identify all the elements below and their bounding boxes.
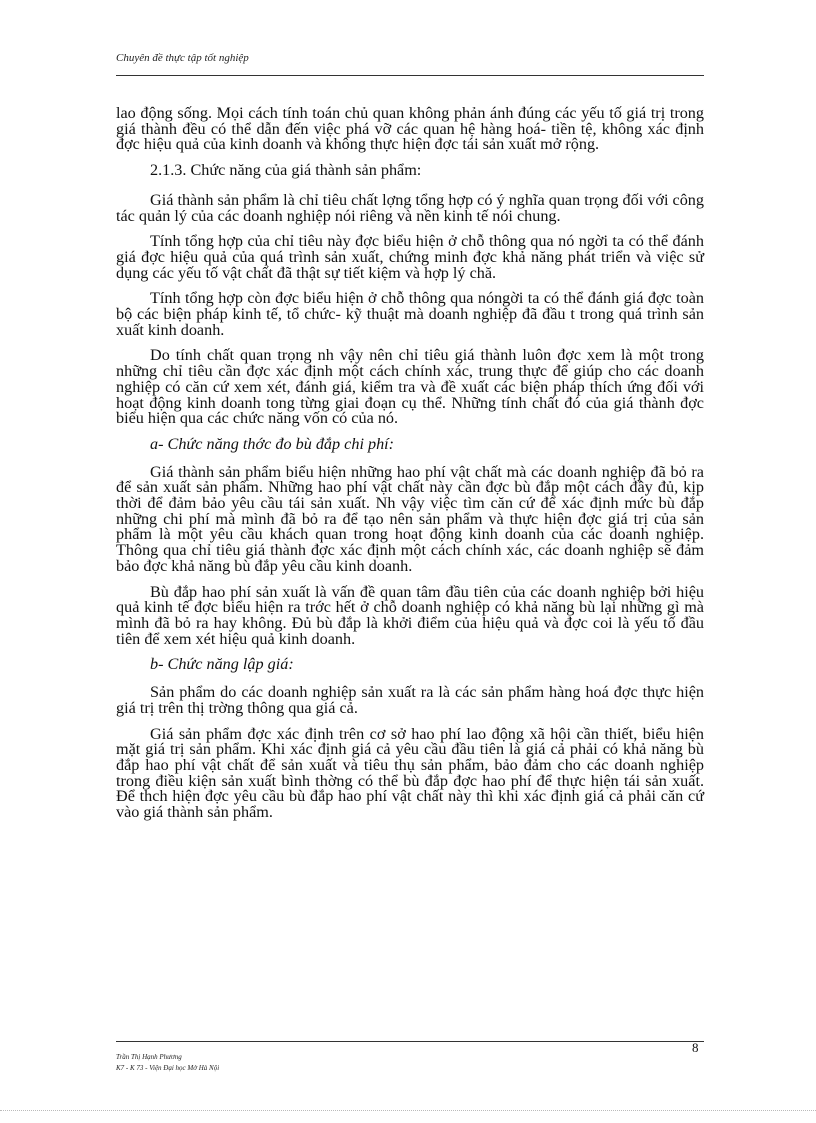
paragraph: Bù đắp hao phí sản xuất là vấn đề quan tâm đầu tiên của các doanh nghiệp bởi hiệu quả kinh tế đợc biểu hiện ra trớc hết ở chỗ doanh nghiệp có khả năng bù lại những gì mà mình đã bỏ ra hay không. Đủ bù đắp là khởi điểm của hiệu quả và đợc coi là yếu tố đầu tiên để xem xét hiệu quả kinh doanh. (116, 582, 704, 648)
page-header: Chuyên đề thực tập tốt nghiệp (116, 52, 249, 64)
document-body (116, 106, 704, 831)
paragraph: Do tính chất quan trọng nh vậy nên chỉ tiêu giá thành luôn đợc xem là một trong những chỉ tiêu cần đợc xác định một cách chính xác, trung thực để giúp cho các doanh nghiệp có căn cứ xem xét, đánh giá, kiểm tra và đề xuất các biện pháp thích ứng đối với hoạt động kinh doanh tong từng giai đoạn cụ thể. Những tính chất đó của giá thành đợc biểu hiện qua các chức năng vốn có của nó. (116, 346, 704, 428)
paragraph: Sản phẩm do các doanh nghiệp sản xuất ra là các sản phẩm hàng hoá đợc thực hiện giá trị trên thị trờng thông qua giá cả. (116, 683, 704, 717)
page-footer (116, 1052, 219, 1074)
paragraph: Tính tổng hợp của chỉ tiêu này đợc biểu hiện ở chỗ thông qua nó ngời ta có thể đánh giá đợc hiệu quả của quá trình sản xuất, chứng minh đợc khả năng phát triển và việc sử dụng các yếu tố vật chất đã thật sự tiết kiệm và hợp lý chă. (116, 232, 704, 282)
header-rule (116, 75, 704, 76)
paragraph: Tính tổng hợp còn đợc biểu hiện ở chỗ thông qua nóngời ta có thể đánh giá đợc toàn bộ các biện pháp kinh tế, tổ chức- kỹ thuật mà doanh nghiệp đã đầu t trong quá trình sản xuất kinh doanh. (116, 289, 704, 339)
footer-rule (116, 1041, 704, 1042)
paragraph: Giá thành sản phẩm là chỉ tiêu chất lợng tổng hợp có ý nghĩa quan trọng đối với công tác quản lý của các doanh nghiệp nói riêng và nền kinh tế nói chung. (116, 190, 704, 225)
page-number: 8 (692, 1040, 699, 1055)
paragraph: Giá sản phẩm đợc xác định trên cơ sở hao phí lao động xã hội cần thiết, biểu hiện mặt giá trị sản phẩm. Khi xác định giá cả yêu cầu đầu tiên là giá cả phải có khả năng bù đắp hao phí vật chất để sản xuất và tiêu thụ sản phẩm, bảo đảm cho các doanh nghiệp trong điều kiện sản xuất bình thờng có thể bù đắp đợc hao phí để thực hiện tái sản xuất. Để thch hiện đợc yêu cầu bù đắp hao phí vật chất này thì khi xác định giá cả phải căn cứ vào giá thành sản phẩm. (116, 724, 704, 822)
subheading-a: a- Chức năng thớc đo bù đắp chi phí: (150, 434, 395, 453)
paragraph: Giá thành sản phẩm biểu hiện những hao phí vật chất mà các doanh nghiệp đã bỏ ra để sản xuất sản phẩm. Những hao phí vật chất này cần đợc bù đắp một cách đầy đủ, kịp thời để đảm bảo yêu cầu tái sản xuất. Nh vậy việc tìm căn cứ để xác định mức bù đắp những chi phí mà mình đã bỏ ra để tạo nên sản phẩm và thực hiện đợc giá trị của sản phẩm là một yêu cầu khách quan trong hoạt động kinh doanh của các doanh nghiệp. Thông qua chỉ tiêu giá thành đợc xác định một cách chính xác, các doanh nghiệp sẽ đảm bảo đợc khả năng bù đắp yêu cầu kinh doanh. (116, 462, 704, 575)
footer-author: Trần Thị Hạnh Phương (116, 1053, 182, 1061)
page-edge (0, 1110, 816, 1111)
subheading-b: b- Chức năng lập giá: (150, 655, 294, 674)
section-heading: 2.1.3. Chức năng của giá thành sản phẩm: (150, 161, 422, 180)
paragraph-continuation: lao động sống. Mọi cách tính toán chủ quan không phản ánh đúng các yếu tố giá trị trong giá thành đều có thể dẫn đến việc phá vỡ các quan hệ hàng hoá- tiền tệ, không xác định đợc hiệu quả của kinh doanh và không thực hiện đợc tái sản xuất mở rộng. (116, 104, 704, 154)
footer-class: K7 - K 73 - Viện Đại học Mở Hà Nội (116, 1064, 220, 1072)
